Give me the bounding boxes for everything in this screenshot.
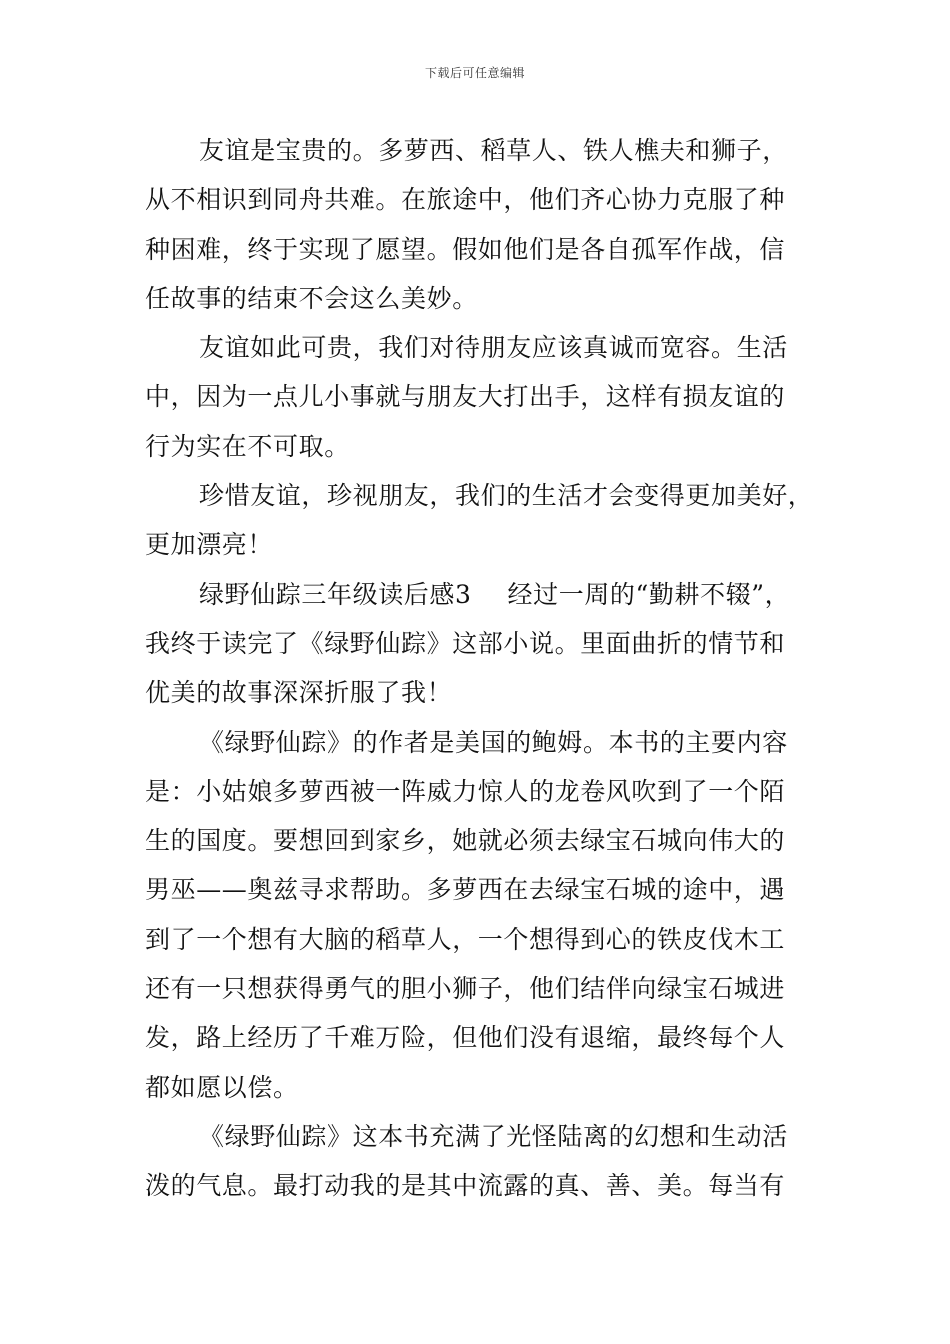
section-heading: 绿野仙踪三年级读后感3 bbox=[199, 579, 472, 609]
text-line: 更加漂亮！ bbox=[145, 530, 274, 560]
text-line: 泼的气息。最打动我的是其中流露的真、善、美。每当有 bbox=[145, 1171, 786, 1201]
text-line: 友谊如此可贵，我们对待朋友应该真诚而宽容。生活 bbox=[199, 333, 788, 363]
text-line: 种困难，终于实现了愿望。假如他们是各自孤军作战，信 bbox=[145, 234, 786, 264]
text-line: 《绿野仙踪》这本书充满了光怪陆离的幻想和生动活 bbox=[199, 1121, 788, 1151]
text-line: 从不相识到同舟共难。在旅途中，他们齐心协力克服了种 bbox=[145, 185, 786, 215]
text-line: 生的国度。要想回到家乡，她就必须去绿宝石城向伟大的 bbox=[145, 826, 786, 856]
page-header: 下载后可任意编辑 bbox=[424, 66, 525, 80]
text-line: 中，因为一点儿小事就与朋友大打出手，这样有损友谊的 bbox=[145, 382, 786, 412]
section-text: 经过一周的“勤耕不辍”， bbox=[507, 579, 791, 609]
text-line: 还有一只想获得勇气的胆小狮子，他们结伴向绿宝石城进 bbox=[145, 974, 786, 1004]
text-line: 优美的故事深深折服了我！ bbox=[145, 678, 453, 708]
text-line: 男巫——奥兹寻求帮助。多萝西在去绿宝石城的途中，遇 bbox=[145, 875, 786, 905]
text-line-with-heading bbox=[145, 570, 810, 619]
text-line: 我终于读完了《绿野仙踪》这部小说。里面曲折的情节和 bbox=[145, 628, 786, 658]
text-line: 《绿野仙踪》的作者是美国的鲍姆。本书的主要内容 bbox=[199, 727, 788, 757]
text-line: 友谊是宝贵的。多萝西、稻草人、铁人樵夫和狮子， bbox=[199, 136, 788, 165]
text-line: 都如愿以偿。 bbox=[145, 1072, 299, 1102]
text-line: 到了一个想有大脑的稻草人，一个想得到心的铁皮伐木工 bbox=[145, 924, 786, 954]
text-line: 珍惜友谊，珍视朋友，我们的生活才会变得更加美好， bbox=[199, 481, 814, 511]
text-line: 是：小姑娘多萝西被一阵威力惊人的龙卷风吹到了一个陌 bbox=[145, 776, 786, 806]
text-line: 任故事的结束不会这么美妙。 bbox=[145, 283, 478, 313]
document-body bbox=[145, 126, 814, 1211]
text-line: 发，路上经历了千难万险，但他们没有退缩，最终每个人 bbox=[145, 1023, 786, 1053]
text-line: 行为实在不可取。 bbox=[145, 431, 350, 461]
